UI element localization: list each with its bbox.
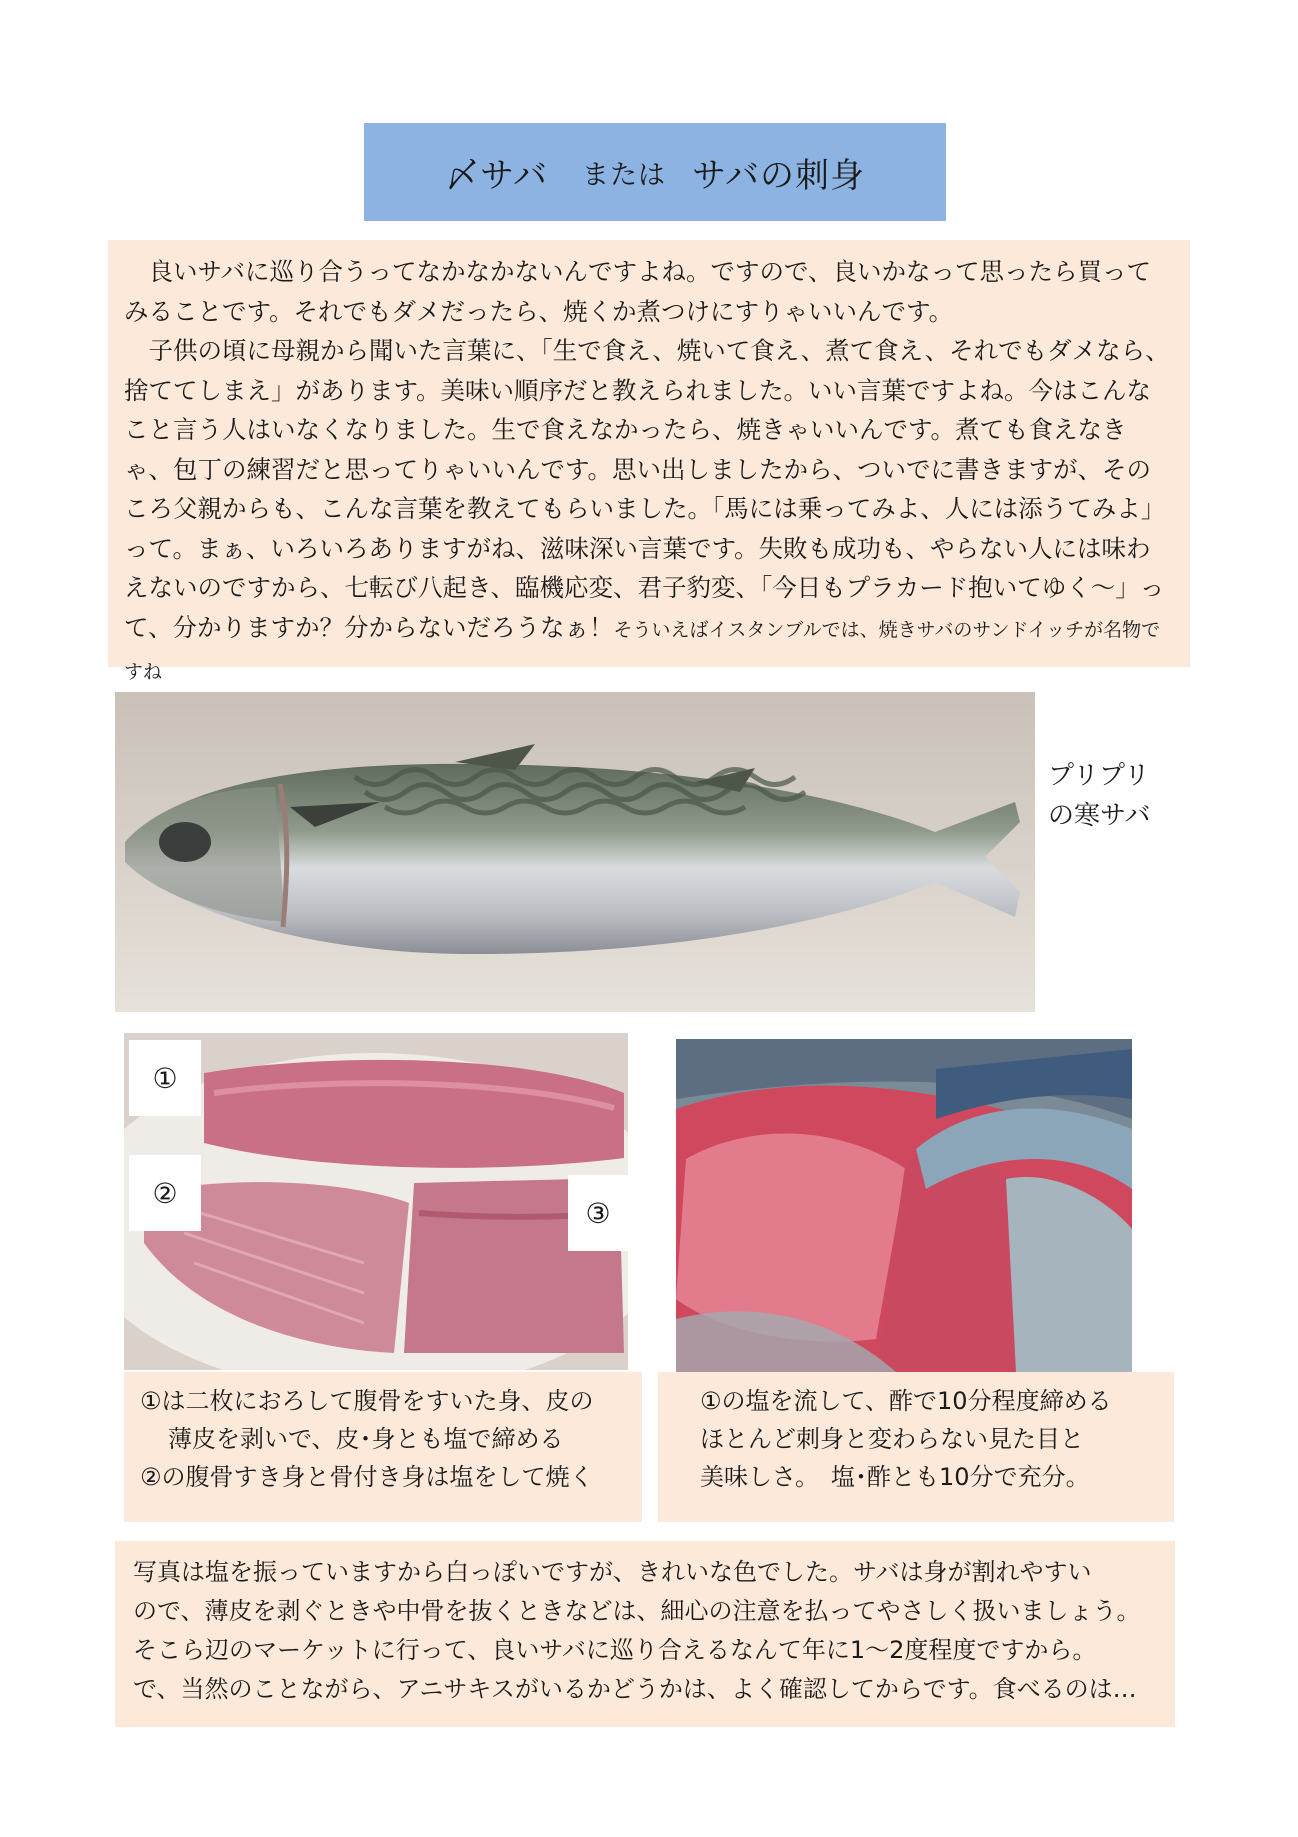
whole-fish-caption-line-2: の寒サバ bbox=[1048, 801, 1151, 831]
intro-paragraph-1: 良いサバに巡り合うってなかなかないんですよね。ですので、良いかなって思ったら買ってみることです。それでもダメだったら、焼くか煮つけにすりゃいいんです。 bbox=[124, 257, 1152, 326]
sashimi-caption-line-2: ほとんど刺身と変わらない見た目と bbox=[700, 1425, 1084, 1453]
fillet-caption-panel bbox=[124, 1372, 642, 1522]
fillet-caption-line-2: 薄皮を剥いで、皮･身とも塩で締める bbox=[168, 1425, 564, 1453]
whole-fish-caption bbox=[1048, 756, 1150, 836]
fillet-label-3: ③ bbox=[568, 1175, 628, 1251]
sashimi-caption-line-3: 美味しさ。 塩･酢とも10分で充分。 bbox=[700, 1463, 1090, 1491]
outro-panel bbox=[115, 1541, 1175, 1727]
outro-line-4: で、当然のことながら、アニサキスがいるかどうかは、よく確認してからです。食べるのは… bbox=[133, 1675, 1137, 1703]
intro-paragraph-2 bbox=[124, 331, 1174, 693]
fillet-caption-line-1: ①は二枚におろして腹骨をすいた身、皮の bbox=[140, 1387, 594, 1415]
whole-mackerel-photo bbox=[115, 692, 1035, 1012]
sashimi-caption-line-1: ①の塩を流して、酢で10分程度締める bbox=[700, 1387, 1112, 1415]
page-title bbox=[364, 123, 946, 221]
intro-paragraph-2-text: 子供の頃に母親から聞いた言葉に、「生で食え、焼いて食え、煮て食え、それでもダメなら、捨ててしまえ」があります。美味い順序だと教えられました。いい言葉ですよね。今はこんなこと言う人はいなくなりました。生で食えなかったら、焼きゃいいんです。煮ても食えなきゃ、包丁の練習だと思ってりゃいいんです。思い出しましたから、ついでに書きますが、そのころ父親からも、こんな言葉を教えてもらいました。「馬には乗ってみよ、人には添うてみよ」って。まぁ、いろいろありますがね、滋味深い言葉です。失敗も成功も、やらない人には味わえないのですから、七転び八起き、臨機応変、君子豹変、「今日もプラカード抱いてゆく～」って、分かりますか？分からないだろうなぁ！ bbox=[124, 336, 1170, 642]
outro-line-3: そこら辺のマーケットに行って、良いサバに巡り合えるなんて年に1～2度程度ですから。 bbox=[133, 1636, 1097, 1664]
fillet-label-1: ① bbox=[129, 1040, 201, 1116]
intro-panel bbox=[108, 240, 1190, 683]
title-sub: サバの刺身 bbox=[692, 155, 865, 196]
fillet-label-2: ② bbox=[129, 1155, 201, 1231]
fillet-caption-line-3: ②の腹骨すき身と骨付き身は塩をして焼く bbox=[140, 1463, 594, 1491]
intro-aside: そういえばイスタンブルでは、焼きサバのサンドイッチが名物ですね bbox=[124, 618, 1161, 683]
outro-line-1: 写真は塩を振っていますから白っぽいですが、きれいな色でした。サバは身が割れやすい bbox=[133, 1558, 1092, 1586]
title-main: 〆サバ bbox=[445, 155, 548, 196]
outro-line-2: ので、薄皮を剥ぐときや中骨を抜くときなどは、細心の注意を払ってやさしく扱いましょう。 bbox=[133, 1597, 1141, 1625]
sashimi-photo bbox=[676, 1039, 1132, 1372]
whole-fish-caption-line-1: プリプリ bbox=[1048, 761, 1150, 791]
title-connector: または bbox=[582, 159, 666, 191]
sashimi-caption-panel bbox=[658, 1372, 1174, 1522]
